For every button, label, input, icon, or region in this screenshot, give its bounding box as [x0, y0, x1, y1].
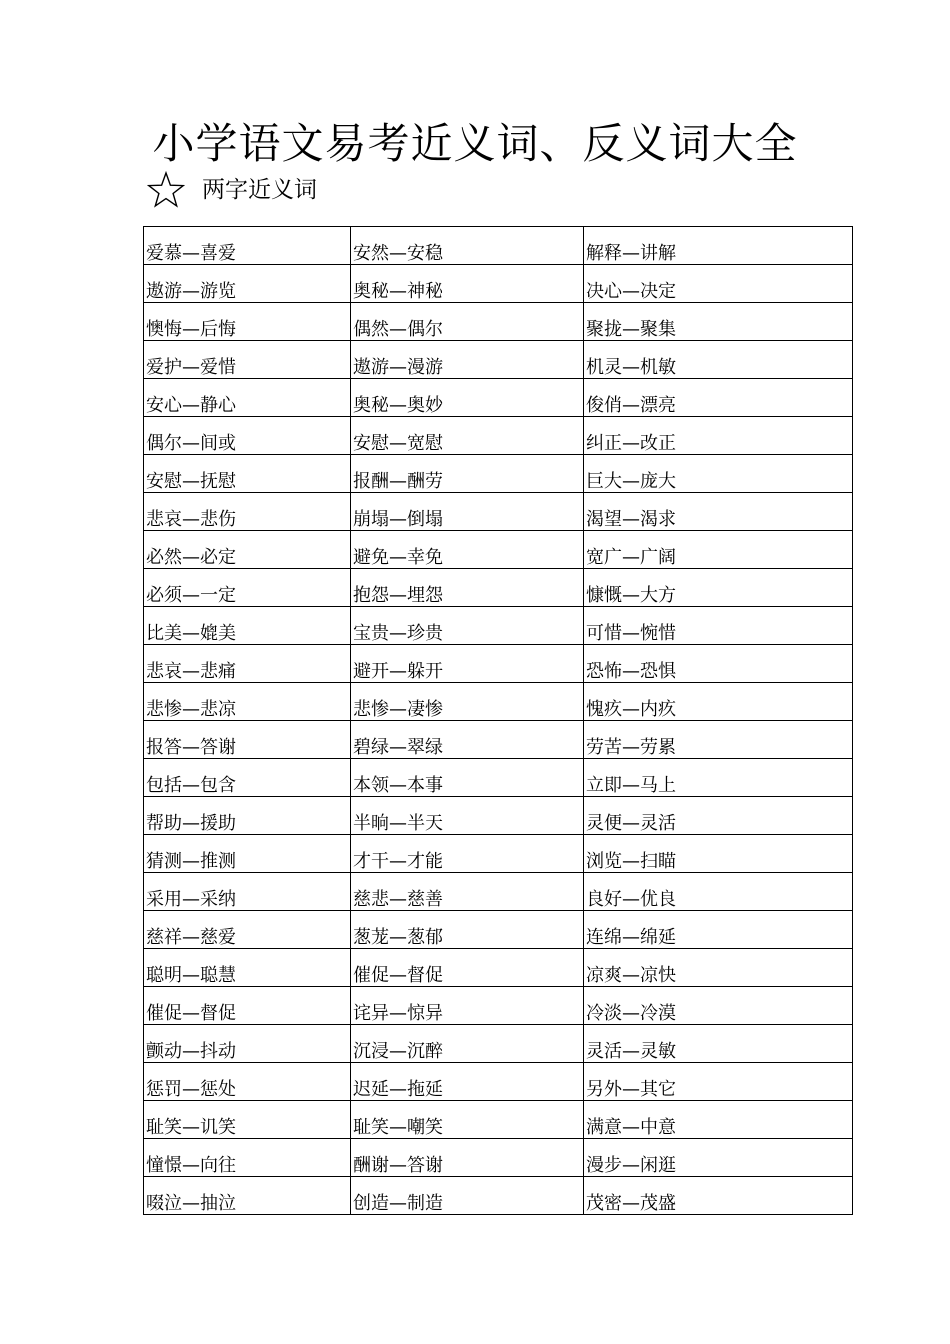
synonym-pair-cell: 创造—制造	[351, 1177, 584, 1215]
synonym-pair-cell: 偶然—偶尔	[351, 303, 584, 341]
synonym-pair-cell: 悲惨—凄惨	[351, 683, 584, 721]
table-row	[144, 759, 853, 797]
synonym-pair-cell: 催促—督促	[144, 987, 351, 1025]
synonym-pair-cell: 爱护—爱惜	[144, 341, 351, 379]
synonym-pair-cell: 悲哀—悲伤	[144, 493, 351, 531]
table-row	[144, 797, 853, 835]
synonym-pair-cell: 劳苦—劳累	[584, 721, 853, 759]
synonym-pair-cell: 憧憬—向往	[144, 1139, 351, 1177]
synonym-pair-cell: 可惜—惋惜	[584, 607, 853, 645]
synonym-pair-cell: 聪明—聪慧	[144, 949, 351, 987]
table-row	[144, 987, 853, 1025]
synonym-pair-cell: 颤动—抖动	[144, 1025, 351, 1063]
synonym-pair-cell: 渴望—渴求	[584, 493, 853, 531]
table-row	[144, 341, 853, 379]
synonym-pair-cell: 安心—静心	[144, 379, 351, 417]
table-row	[144, 721, 853, 759]
synonym-pair-cell: 机灵—机敏	[584, 341, 853, 379]
star-outline-icon	[146, 170, 186, 210]
synonym-pair-cell: 慈悲—慈善	[351, 873, 584, 911]
synonym-pair-cell: 凉爽—凉快	[584, 949, 853, 987]
table-row	[144, 645, 853, 683]
synonym-pair-cell: 包括—包含	[144, 759, 351, 797]
synonym-pair-cell: 偶尔—间或	[144, 417, 351, 455]
synonym-pair-cell: 恐怖—恐惧	[584, 645, 853, 683]
synonym-pair-cell: 必然—必定	[144, 531, 351, 569]
synonym-pair-cell: 巨大—庞大	[584, 455, 853, 493]
synonym-pair-cell: 啜泣—抽泣	[144, 1177, 351, 1215]
synonym-pair-cell: 宽广—广阔	[584, 531, 853, 569]
synonym-pair-cell: 悲惨—悲凉	[144, 683, 351, 721]
table-row	[144, 569, 853, 607]
table-row	[144, 417, 853, 455]
synonym-pair-cell: 半晌—半天	[351, 797, 584, 835]
synonym-pair-cell: 俊俏—漂亮	[584, 379, 853, 417]
synonym-pair-cell: 采用—采纳	[144, 873, 351, 911]
synonym-pair-cell: 沉浸—沉醉	[351, 1025, 584, 1063]
synonym-pair-cell: 迟延—拖延	[351, 1063, 584, 1101]
table-row	[144, 455, 853, 493]
synonym-pair-cell: 遨游—游览	[144, 265, 351, 303]
table-row	[144, 949, 853, 987]
synonym-pair-cell: 耻笑—讥笑	[144, 1101, 351, 1139]
synonym-pair-cell: 安慰—抚慰	[144, 455, 351, 493]
synonym-pair-cell: 连绵—绵延	[584, 911, 853, 949]
synonym-pair-cell: 才干—才能	[351, 835, 584, 873]
synonym-pair-cell: 耻笑—嘲笑	[351, 1101, 584, 1139]
synonym-pair-cell: 满意—中意	[584, 1101, 853, 1139]
synonym-table	[143, 226, 853, 1215]
synonym-pair-cell: 慈祥—慈爱	[144, 911, 351, 949]
synonym-pair-cell: 奥秘—神秘	[351, 265, 584, 303]
synonym-pair-cell: 浏览—扫瞄	[584, 835, 853, 873]
table-row	[144, 835, 853, 873]
synonym-pair-cell: 惩罚—惩处	[144, 1063, 351, 1101]
table-row	[144, 493, 853, 531]
synonym-pair-cell: 决心—决定	[584, 265, 853, 303]
synonym-pair-cell: 安然—安稳	[351, 227, 584, 265]
synonym-pair-cell: 葱茏—葱郁	[351, 911, 584, 949]
page-title: 小学语文易考近义词、反义词大全	[152, 119, 798, 168]
synonym-pair-cell: 爱慕—喜爱	[144, 227, 351, 265]
synonym-pair-cell: 灵活—灵敏	[584, 1025, 853, 1063]
synonym-pair-cell: 良好—优良	[584, 873, 853, 911]
synonym-pair-cell: 茂密—茂盛	[584, 1177, 853, 1215]
synonym-pair-cell: 悲哀—悲痛	[144, 645, 351, 683]
table-row	[144, 873, 853, 911]
synonym-pair-cell: 帮助—援助	[144, 797, 351, 835]
synonym-pair-cell: 诧异—惊异	[351, 987, 584, 1025]
synonym-pair-cell: 冷淡—冷漠	[584, 987, 853, 1025]
table-row	[144, 1101, 853, 1139]
synonym-pair-cell: 碧绿—翠绿	[351, 721, 584, 759]
table-row	[144, 1139, 853, 1177]
synonym-pair-cell: 纠正—改正	[584, 417, 853, 455]
synonym-pair-cell: 遨游—漫游	[351, 341, 584, 379]
table-row	[144, 607, 853, 645]
synonym-pair-cell: 抱怨—埋怨	[351, 569, 584, 607]
table-row	[144, 1177, 853, 1215]
synonym-pair-cell: 安慰—宽慰	[351, 417, 584, 455]
synonym-pair-cell: 催促—督促	[351, 949, 584, 987]
synonym-pair-cell: 解释—讲解	[584, 227, 853, 265]
synonym-pair-cell: 聚拢—聚集	[584, 303, 853, 341]
table-row	[144, 303, 853, 341]
synonym-pair-cell: 宝贵—珍贵	[351, 607, 584, 645]
section-heading	[146, 170, 317, 210]
synonym-pair-cell: 报答—答谢	[144, 721, 351, 759]
synonym-pair-cell: 酬谢—答谢	[351, 1139, 584, 1177]
synonym-pair-cell: 慷慨—大方	[584, 569, 853, 607]
synonym-pair-cell: 另外—其它	[584, 1063, 853, 1101]
synonym-pair-cell: 立即—马上	[584, 759, 853, 797]
synonym-table-body	[144, 227, 853, 1215]
synonym-pair-cell: 必须—一定	[144, 569, 351, 607]
table-row	[144, 531, 853, 569]
synonym-pair-cell: 灵便—灵活	[584, 797, 853, 835]
synonym-pair-cell: 避免—幸免	[351, 531, 584, 569]
synonym-pair-cell: 本领—本事	[351, 759, 584, 797]
table-row	[144, 227, 853, 265]
section-label: 两字近义词	[202, 177, 317, 203]
table-row	[144, 683, 853, 721]
synonym-pair-cell: 崩塌—倒塌	[351, 493, 584, 531]
table-row	[144, 1025, 853, 1063]
table-row	[144, 379, 853, 417]
synonym-pair-cell: 漫步—闲逛	[584, 1139, 853, 1177]
table-row	[144, 1063, 853, 1101]
synonym-pair-cell: 猜测—推测	[144, 835, 351, 873]
synonym-pair-cell: 愧疚—内疚	[584, 683, 853, 721]
synonym-pair-cell: 比美—媲美	[144, 607, 351, 645]
synonym-pair-cell: 奥秘—奥妙	[351, 379, 584, 417]
synonym-pair-cell: 报酬—酬劳	[351, 455, 584, 493]
table-row	[144, 265, 853, 303]
synonym-pair-cell: 懊悔—后悔	[144, 303, 351, 341]
synonym-pair-cell: 避开—躲开	[351, 645, 584, 683]
table-row	[144, 911, 853, 949]
